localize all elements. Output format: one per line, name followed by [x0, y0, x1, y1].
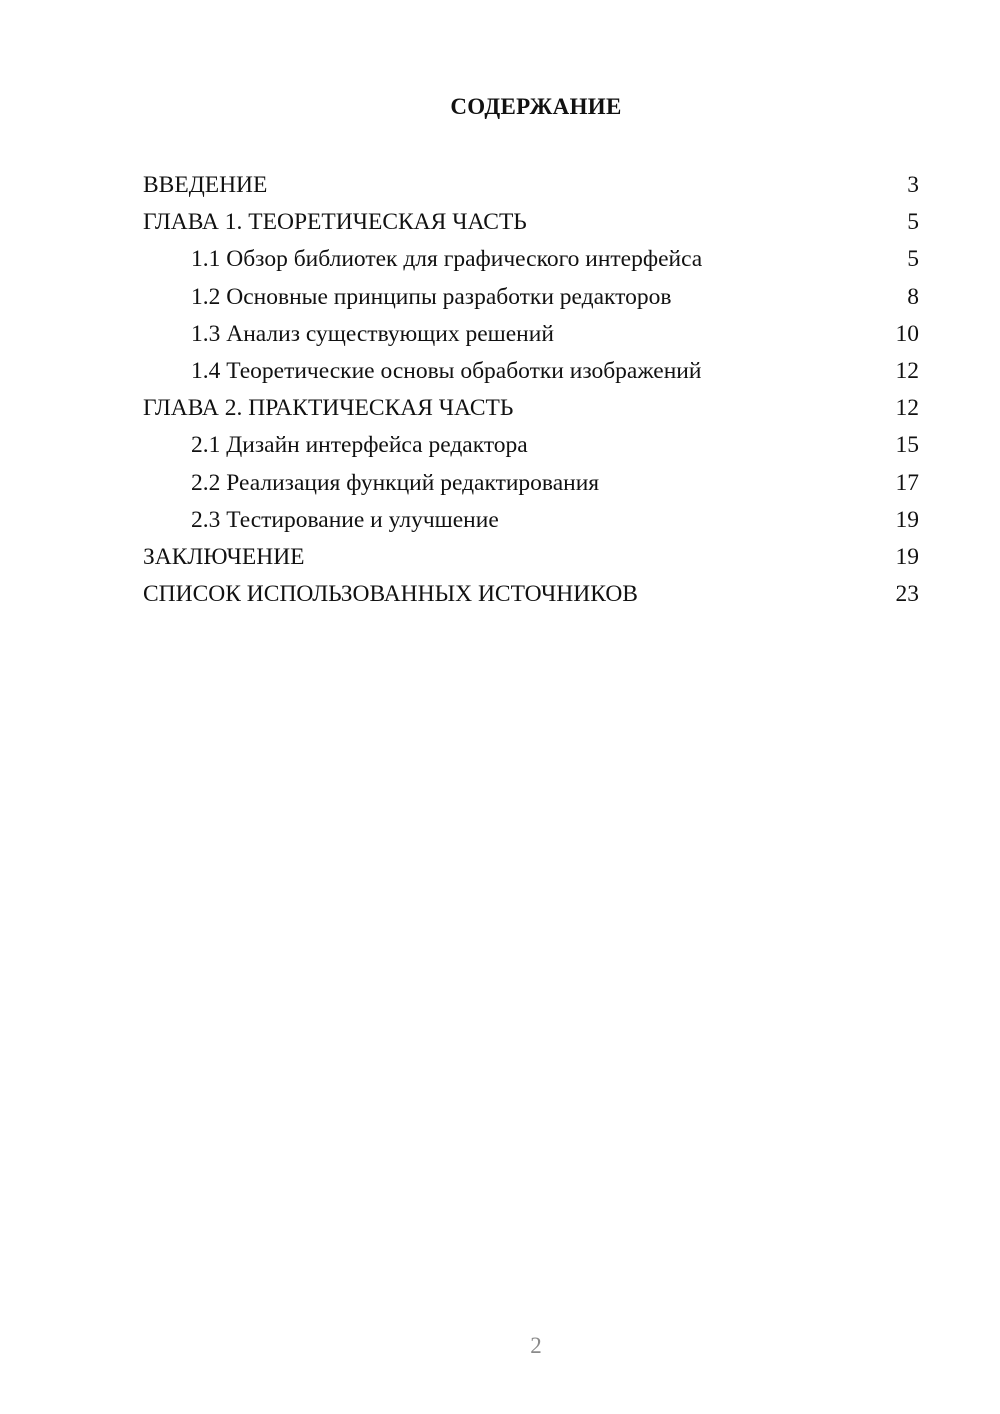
toc-item-label: ВВЕДЕНИЕ: [143, 172, 268, 198]
toc-item-page: 10: [895, 320, 919, 347]
toc-item-section-2-3[interactable]: [143, 503, 919, 540]
toc-item-page: 3: [907, 172, 919, 198]
page-number: 2: [530, 1333, 542, 1358]
toc-item-label: 1.3 Анализ существующих решений: [191, 320, 554, 347]
toc-item-page: 5: [907, 246, 919, 273]
toc-item-page: 19: [895, 506, 919, 533]
toc-item-page: 17: [895, 469, 919, 496]
toc-item-label: 2.1 Дизайн интерфейса редактора: [191, 432, 528, 459]
toc-item-label: 1.4 Теоретические основы обработки изображений: [191, 357, 702, 384]
toc-item-page: 23: [895, 581, 919, 608]
toc-item-label: 1.1 Обзор библиотек для графического интерфейса: [191, 246, 703, 273]
toc-item-references[interactable]: [143, 577, 919, 614]
toc-item-section-1-4[interactable]: [143, 354, 919, 391]
toc-item-label: 1.2 Основные принципы разработки редакторов: [191, 283, 672, 310]
toc-item-label: СПИСОК ИСПОЛЬЗОВАННЫХ ИСТОЧНИКОВ: [143, 581, 638, 608]
toc-item-introduction[interactable]: [143, 168, 919, 205]
toc-item-page: 12: [895, 395, 919, 422]
toc-item-page: 5: [907, 209, 919, 236]
toc-item-chapter-1[interactable]: [143, 205, 919, 242]
toc-item-label: ГЛАВА 2. ПРАКТИЧЕСКАЯ ЧАСТЬ: [143, 395, 514, 422]
toc-item-section-1-3[interactable]: [143, 317, 919, 354]
toc-item-section-2-1[interactable]: [143, 428, 919, 465]
toc-item-label: 2.2 Реализация функций редактирования: [191, 469, 600, 496]
toc-item-conclusion[interactable]: [143, 540, 919, 577]
toc-item-chapter-2[interactable]: [143, 391, 919, 428]
toc-item-page: 19: [895, 543, 919, 570]
toc-item-page: 12: [895, 357, 919, 384]
toc-item-label: ЗАКЛЮЧЕНИЕ: [143, 543, 305, 570]
toc-item-label: ГЛАВА 1. ТЕОРЕТИЧЕСКАЯ ЧАСТЬ: [143, 209, 527, 236]
toc-item-section-1-1[interactable]: [143, 242, 919, 279]
toc-item-section-1-2[interactable]: [143, 280, 919, 317]
toc-item-page: 8: [907, 283, 919, 310]
page-title: СОДЕРЖАНИЕ: [450, 94, 622, 119]
toc-item-label: 2.3 Тестирование и улучшение: [191, 506, 499, 533]
table-of-contents: [143, 168, 919, 614]
toc-item-section-2-2[interactable]: [143, 466, 919, 503]
toc-item-page: 15: [895, 432, 919, 459]
